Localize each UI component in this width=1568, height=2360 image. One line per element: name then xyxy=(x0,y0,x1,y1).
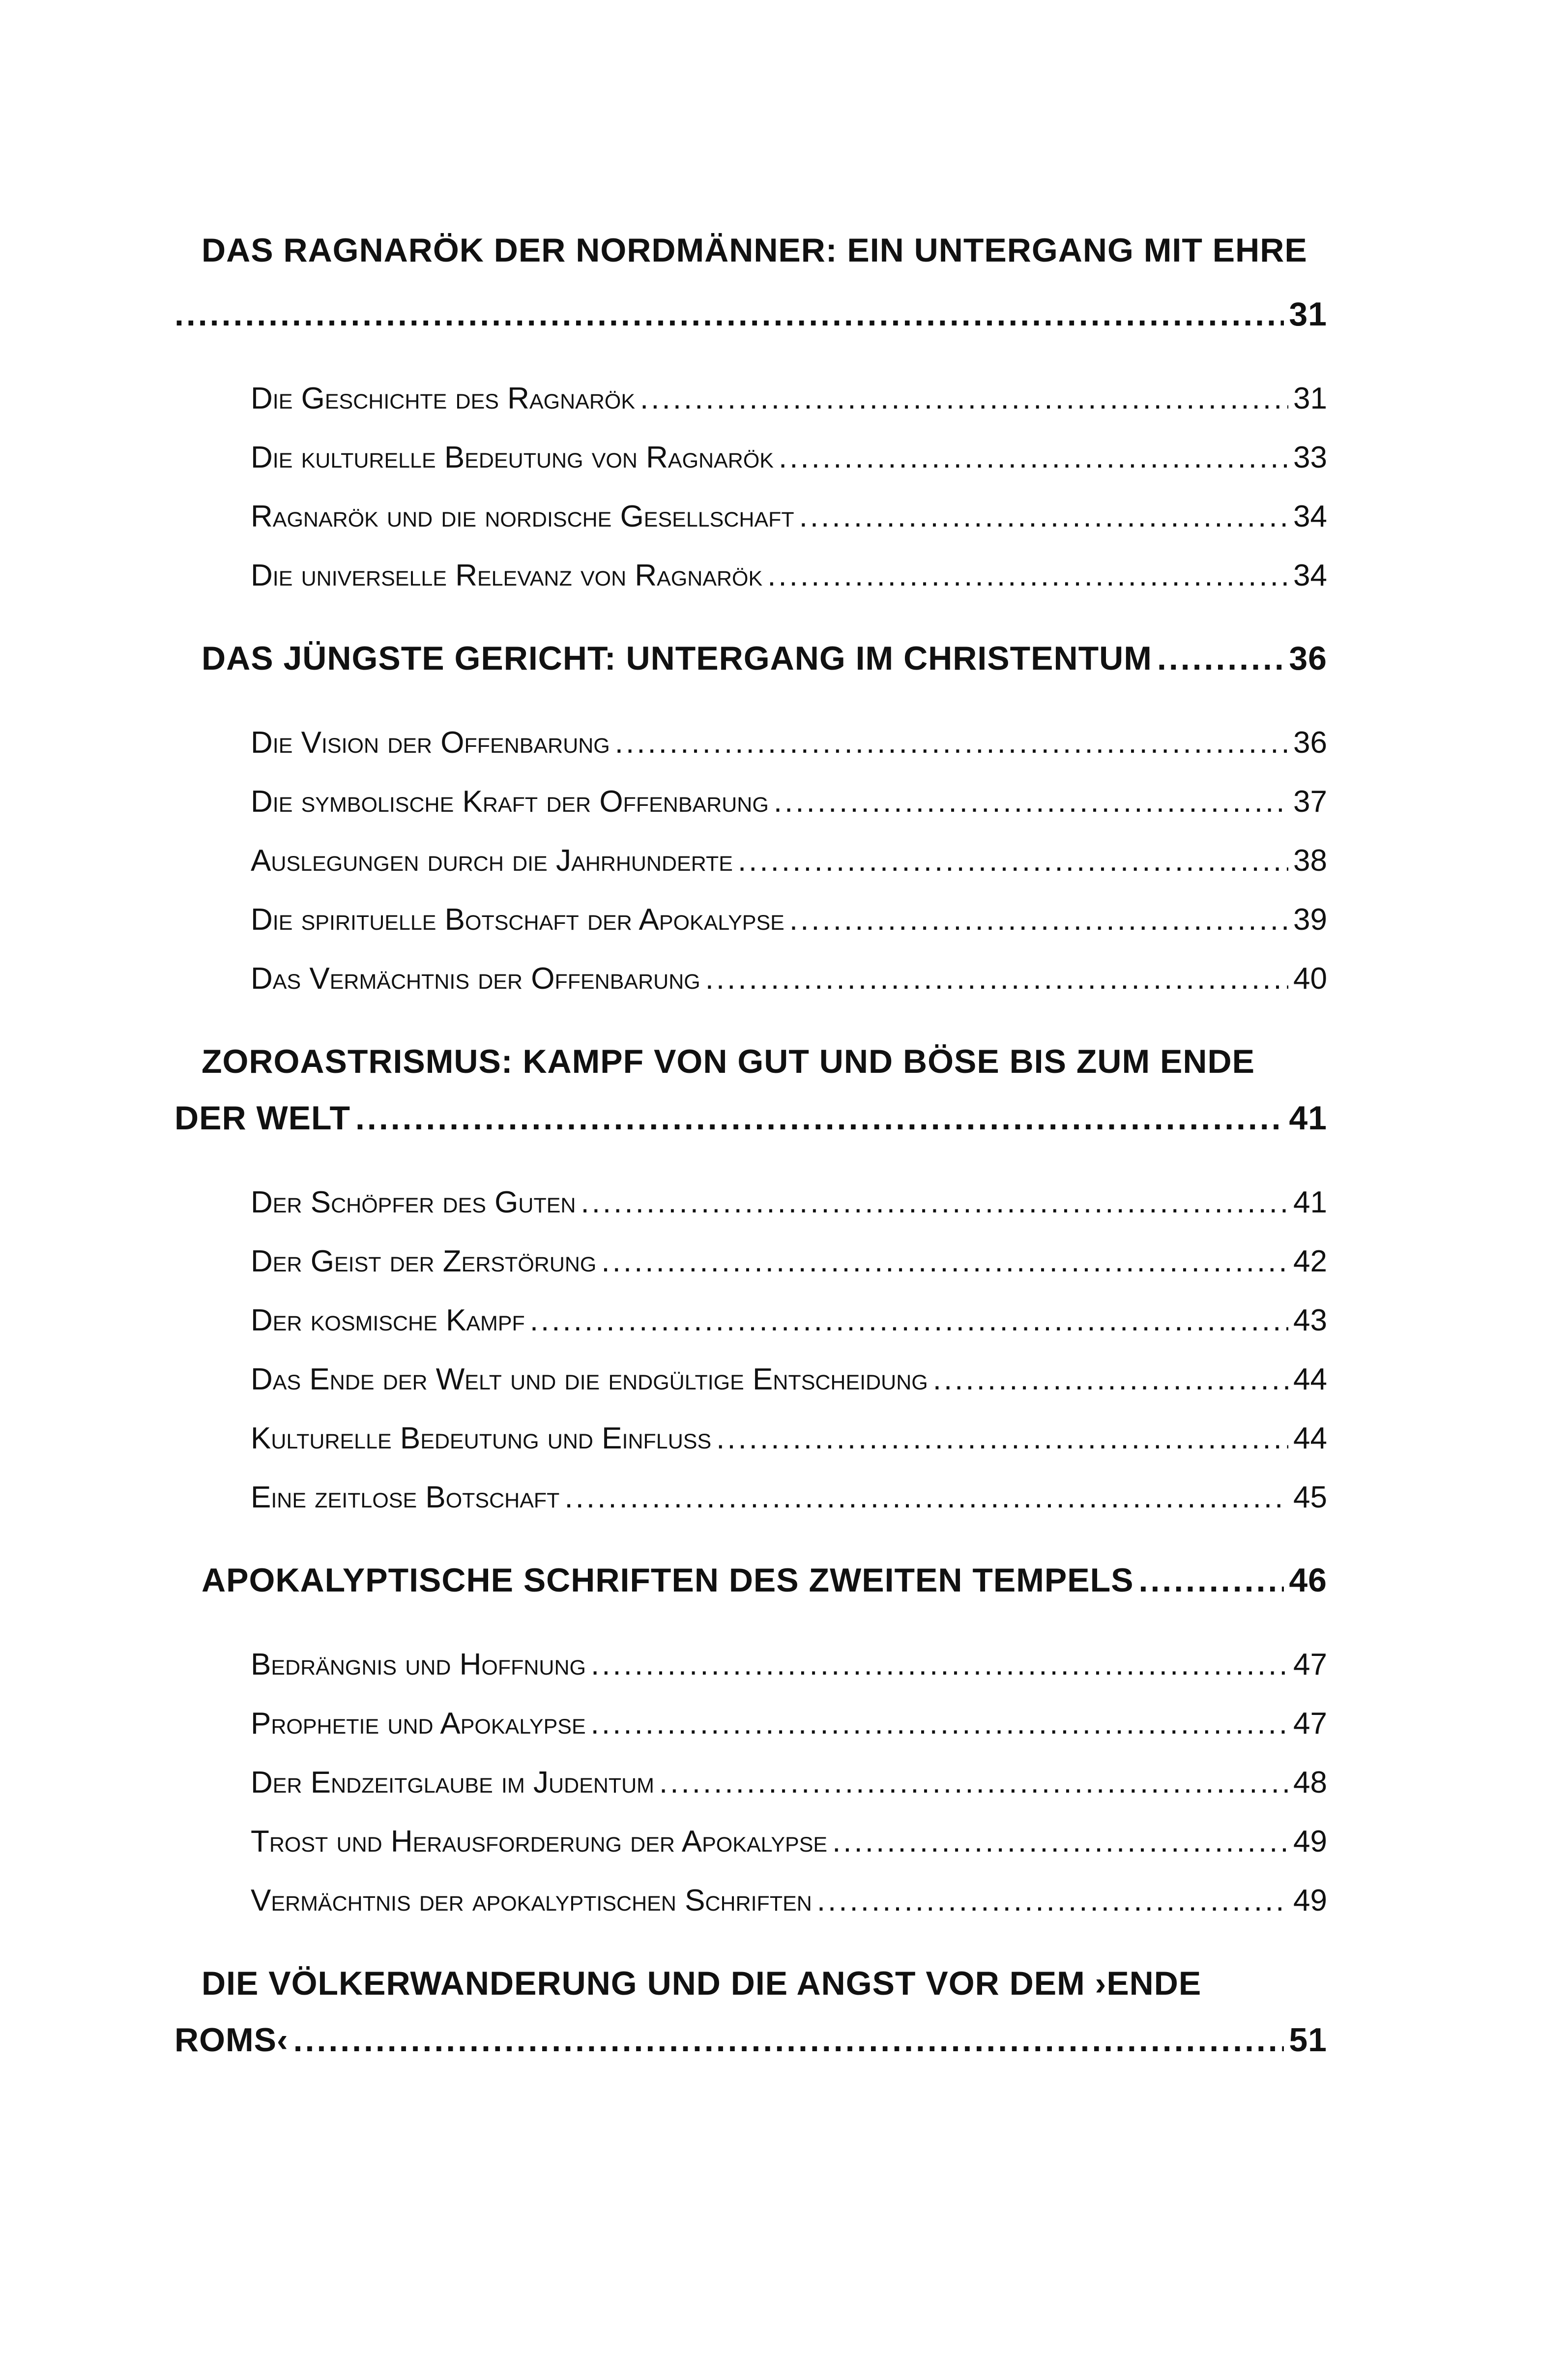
section-entry[interactable] xyxy=(251,1765,1327,1800)
page-number: 48 xyxy=(1293,1766,1327,1800)
page-number: 39 xyxy=(1293,903,1327,937)
chapter-title: APOKALYPTISCHE SCHRIFTEN DES ZWEITEN TEMPELS xyxy=(202,1562,1134,1599)
dot-leader xyxy=(774,784,1288,819)
dot-leader xyxy=(293,2021,1284,2059)
page-number: 31 xyxy=(1289,295,1327,333)
dot-leader xyxy=(789,902,1288,937)
section-entry[interactable] xyxy=(251,843,1327,878)
chapter-entry-zweiter-tempel[interactable] xyxy=(202,1561,1327,1599)
dot-leader xyxy=(705,961,1288,996)
dot-leader xyxy=(615,725,1288,760)
chapter-title-voelkerwanderung[interactable]: DIE VÖLKERWANDERUNG UND DIE ANGST VOR DEM ›ENDE xyxy=(202,1965,1202,2002)
page-number: 43 xyxy=(1293,1303,1327,1337)
section-entry[interactable] xyxy=(251,1706,1327,1741)
chapter-title-continued: DER WELT xyxy=(174,1099,351,1137)
section-entry[interactable] xyxy=(251,499,1327,534)
section-entry[interactable] xyxy=(251,440,1327,475)
page-number: 37 xyxy=(1293,785,1327,819)
dot-leader xyxy=(1157,639,1284,678)
section-entry[interactable] xyxy=(251,1185,1327,1220)
chapter-title-continued: ROMS‹ xyxy=(174,2021,289,2059)
section-title: Ragnarök und die nordische Gesellschaft xyxy=(251,500,794,533)
section-title: Die Vision der Offenbarung xyxy=(251,726,610,760)
section-title: Prophetie und Apokalypse xyxy=(251,1707,586,1740)
chapter-title: DAS JÜNGSTE GERICHT: UNTERGANG IM CHRISTENTUM xyxy=(202,640,1152,677)
chapter-entry-juengstes-gericht[interactable] xyxy=(202,639,1327,678)
section-entry[interactable] xyxy=(251,1303,1327,1338)
chapter-entry-voelkerwanderung[interactable] xyxy=(174,2021,1327,2059)
section-title: Das Ende der Welt und die endgültige Entscheidung xyxy=(251,1362,928,1396)
dot-leader xyxy=(174,295,1284,333)
section-entry[interactable] xyxy=(251,558,1327,593)
section-title: Die symbolische Kraft der Offenbarung xyxy=(251,785,769,819)
page-number: 38 xyxy=(1293,844,1327,878)
dot-leader xyxy=(1139,1561,1284,1599)
dot-leader xyxy=(817,1883,1288,1918)
section-title: Trost und Herausforderung der Apokalypse xyxy=(251,1825,828,1858)
dot-leader xyxy=(933,1362,1288,1397)
dot-leader xyxy=(716,1421,1288,1456)
dot-leader xyxy=(601,1244,1288,1279)
section-entry[interactable] xyxy=(251,1480,1327,1515)
section-title: Vermächtnis der apokalyptischen Schriften xyxy=(251,1884,812,1918)
page-number: 34 xyxy=(1293,500,1327,533)
page-number: 49 xyxy=(1293,1825,1327,1858)
chapter-entry-ragnaroek[interactable] xyxy=(174,295,1327,333)
dot-leader xyxy=(564,1480,1288,1515)
dot-leader xyxy=(767,558,1288,593)
section-title: Eine zeitlose Botschaft xyxy=(251,1480,560,1514)
section-entry[interactable] xyxy=(251,1362,1327,1397)
chapter-title-zoroastrismus[interactable]: ZOROASTRISMUS: KAMPF VON GUT UND BÖSE BIS ZUM ENDE xyxy=(202,1043,1255,1080)
section-entry[interactable] xyxy=(251,1244,1327,1279)
section-entry[interactable] xyxy=(251,1883,1327,1918)
section-title: Kulturelle Bedeutung und Einfluss xyxy=(251,1421,712,1455)
page-number: 47 xyxy=(1293,1707,1327,1740)
page-number: 41 xyxy=(1289,1099,1327,1137)
dot-leader xyxy=(530,1303,1288,1338)
dot-leader xyxy=(581,1185,1288,1220)
dot-leader xyxy=(659,1765,1288,1800)
dot-leader xyxy=(738,843,1288,878)
dot-leader xyxy=(799,499,1288,534)
section-entry[interactable] xyxy=(251,381,1327,416)
section-title: Die spirituelle Botschaft der Apokalypse xyxy=(251,903,784,937)
page-number: 45 xyxy=(1293,1480,1327,1514)
page-number: 33 xyxy=(1293,441,1327,474)
dot-leader xyxy=(591,1647,1288,1682)
page-number: 36 xyxy=(1289,640,1327,677)
dot-leader xyxy=(591,1706,1288,1741)
chapter-entry-zoroastrismus[interactable] xyxy=(174,1099,1327,1137)
section-title: Die kulturelle Bedeutung von Ragnarök xyxy=(251,441,774,474)
section-entry[interactable] xyxy=(251,902,1327,937)
section-entry[interactable] xyxy=(251,1824,1327,1859)
page-number: 34 xyxy=(1293,559,1327,592)
page-number: 46 xyxy=(1289,1562,1327,1599)
page-number: 31 xyxy=(1293,382,1327,415)
section-entry[interactable] xyxy=(251,1421,1327,1456)
section-title: Der Endzeitglaube im Judentum xyxy=(251,1766,655,1800)
dot-leader xyxy=(355,1099,1284,1137)
section-title: Das Vermächtnis der Offenbarung xyxy=(251,962,700,996)
page-number: 36 xyxy=(1293,726,1327,760)
section-title: Der kosmische Kampf xyxy=(251,1303,525,1337)
page-number: 42 xyxy=(1293,1244,1327,1278)
dot-leader xyxy=(832,1824,1288,1859)
section-title: Der Geist der Zerstörung xyxy=(251,1244,597,1278)
page-number: 41 xyxy=(1293,1185,1327,1219)
page-number: 47 xyxy=(1293,1648,1327,1682)
dot-leader xyxy=(779,440,1288,475)
section-entry[interactable] xyxy=(251,784,1327,819)
section-title: Der Schöpfer des Guten xyxy=(251,1185,576,1219)
section-title: Die Geschichte des Ragnarök xyxy=(251,382,636,415)
section-title: Auslegungen durch die Jahrhunderte xyxy=(251,844,733,878)
page-number: 44 xyxy=(1293,1362,1327,1396)
section-entry[interactable] xyxy=(251,961,1327,996)
page-number: 44 xyxy=(1293,1421,1327,1455)
page-number: 51 xyxy=(1289,2021,1327,2059)
dot-leader xyxy=(640,381,1288,416)
page-number: 40 xyxy=(1293,962,1327,996)
chapter-title-ragnaroek[interactable]: DAS RAGNARÖK DER NORDMÄNNER: EIN UNTERGANG MIT EHRE xyxy=(202,232,1307,269)
page-number: 49 xyxy=(1293,1884,1327,1918)
section-entry[interactable] xyxy=(251,725,1327,760)
section-title: Bedrängnis und Hoffnung xyxy=(251,1648,586,1682)
section-entry[interactable] xyxy=(251,1647,1327,1682)
section-title: Die universelle Relevanz von Ragnarök xyxy=(251,559,763,592)
